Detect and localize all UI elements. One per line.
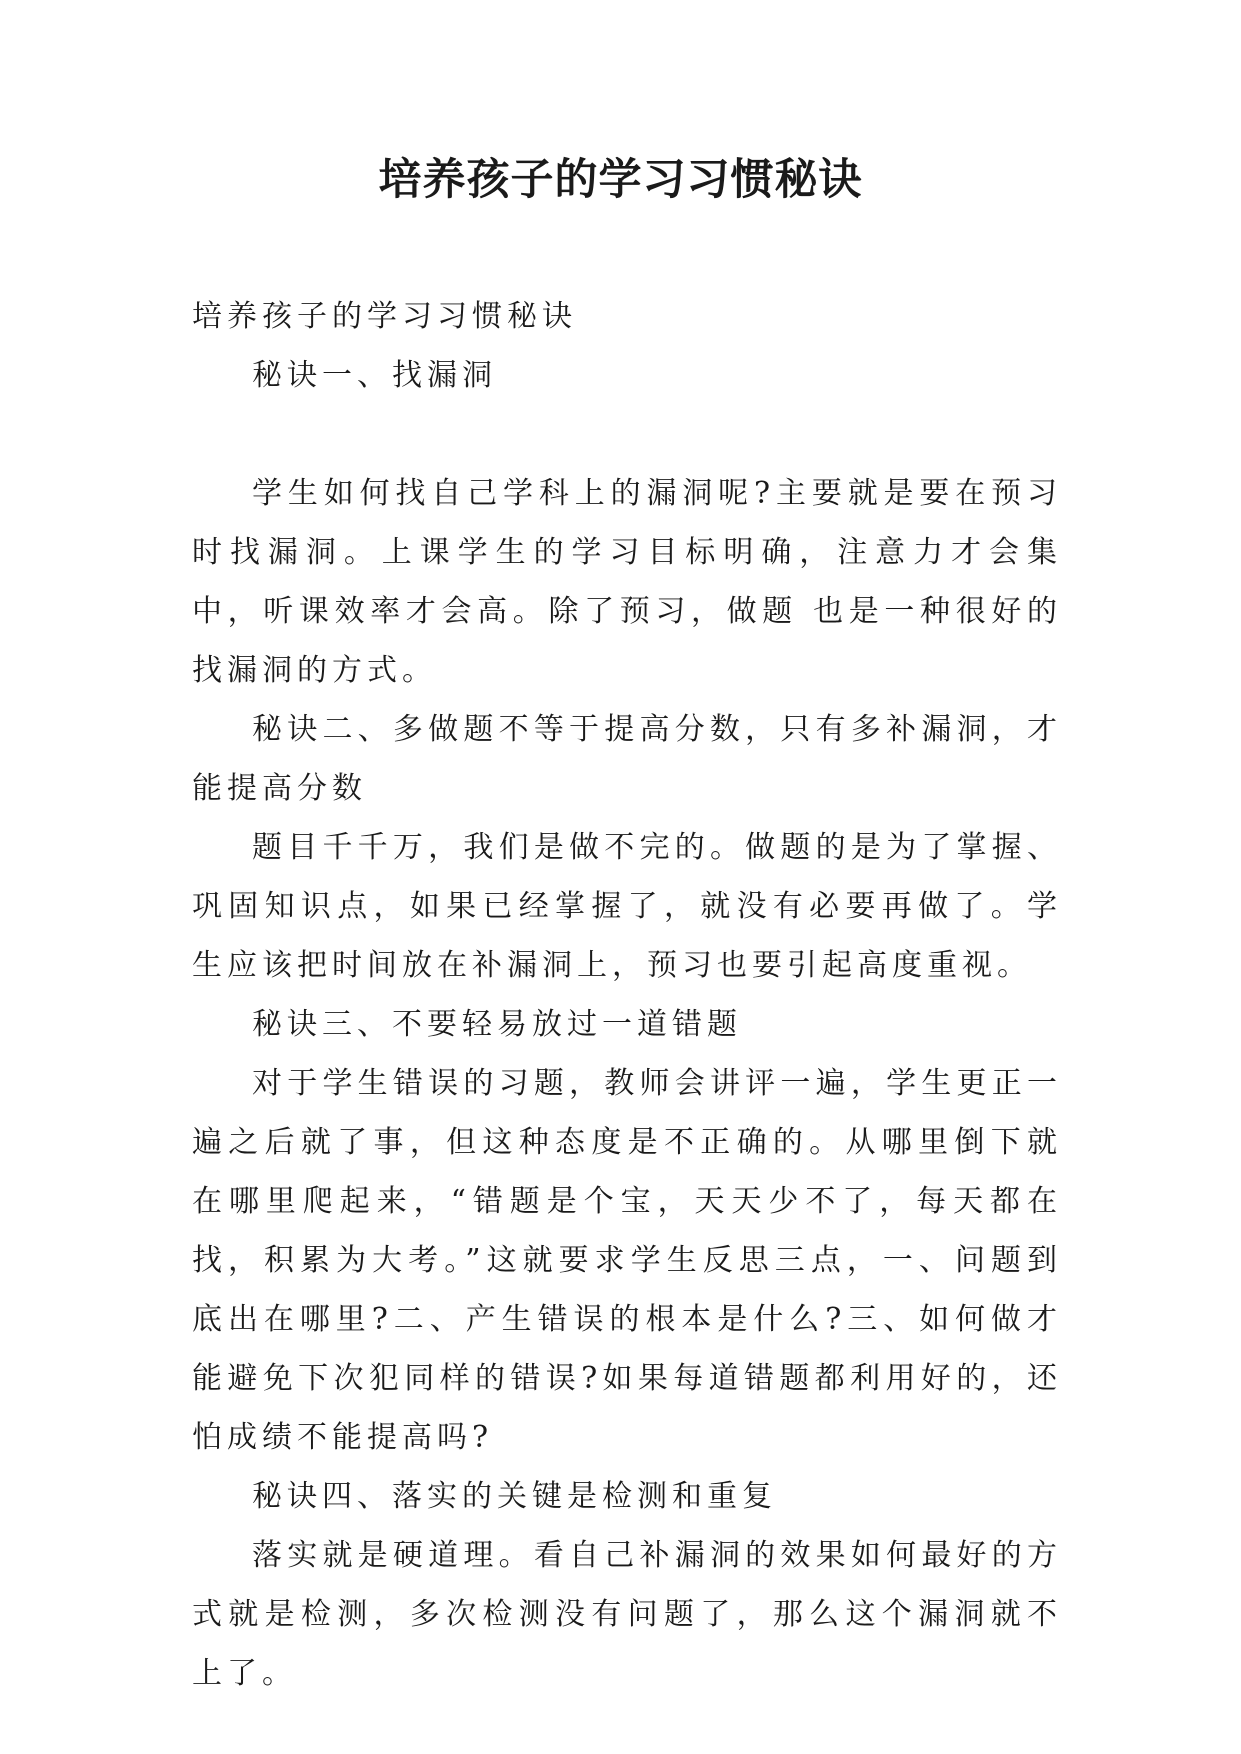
paragraph-1: 学生如何找自己学科上的漏洞呢?主要就是要在预习 时找漏洞。上课学生的学习目标明确，注意力才会集中，听课效率才会高。除了预习，做题 也是一种很好的找漏洞的方式。 [192,476,1062,688]
document-title: 培养孩子的学习习惯秘诀 [378,155,863,205]
section-heading-1: 秘诀一、找漏洞 [252,358,497,393]
section-heading-4: 秘诀四、落实的关键是检测和重复 [252,1479,777,1514]
section-heading-3: 秘诀三、不要轻易放过一道错题 [252,1007,742,1042]
paragraph-2: 题目千千万，我们是做不完的。做题的是为了掌握、巩固知识点，如果已经掌握了，就没有必要再做了。学生应该把时间放在补漏洞上，预习也要引起高度重视。 [192,830,1062,983]
paragraph-3: 对于学生错误的习题，教师会讲评一遍，学生更正一遍之后就了事，但这种态度是不正确的。从哪里倒下就在哪里爬起来，“错题是个宝，天天少不了，每天都在找，积累为大考。”这就要求学生反思三点，一、问题到底出在哪里?二、产生错误的根本是什么?三、如何做才能避免下次犯同样的错误?如果每道错题都利用好的，还怕成绩不能提高吗? [192,1066,1062,1455]
paragraph-4: 落实就是硬道理。看自己补漏洞的效果如何最好的方式就是检测，多次检测没有问题了，那么这个漏洞就不上了。 [192,1538,1062,1691]
subtitle-paragraph: 培养孩子的学习习惯秘诀 [192,299,577,334]
document-body [192,287,1062,1703]
section-heading-2: 秘诀二、多做题不等于提高分数，只有多补漏洞，才能提高分数 [192,712,1062,806]
